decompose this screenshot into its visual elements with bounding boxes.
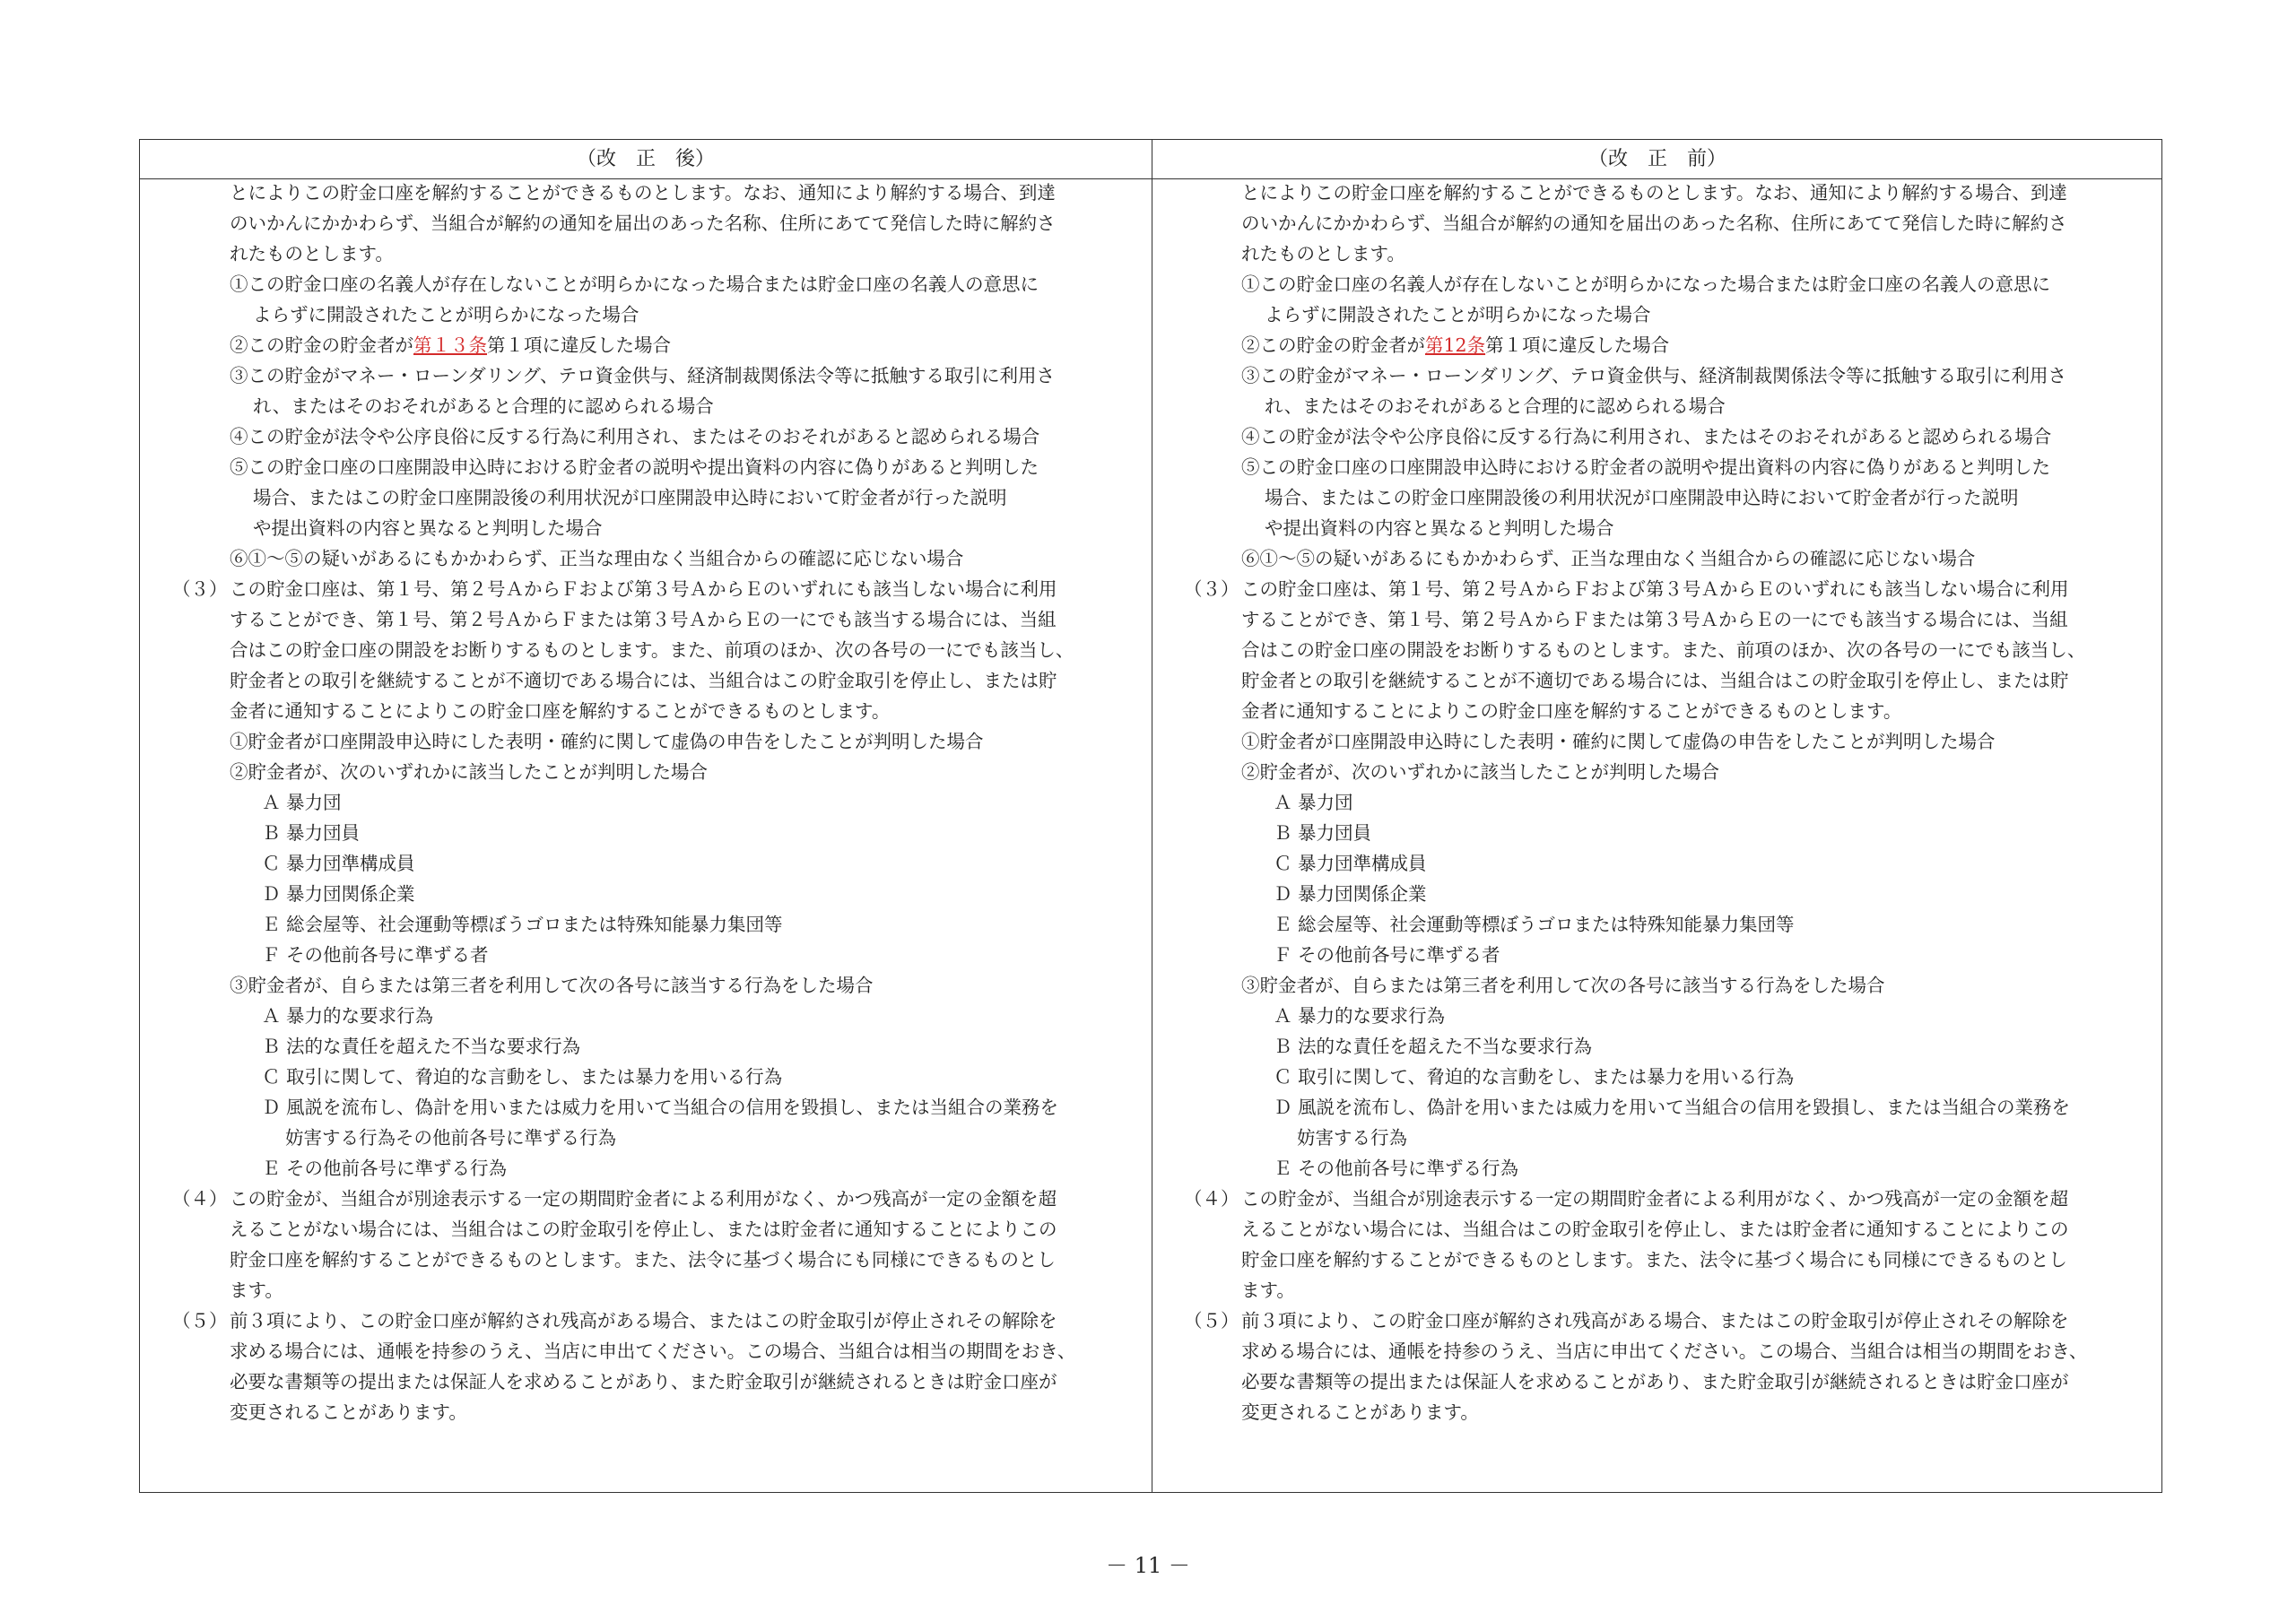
table-header-row [140, 140, 2161, 179]
text-line: よらずに開設されたことが明らかになった場合 [1265, 304, 1651, 325]
paragraph-number: （５） [1184, 1310, 1239, 1331]
text-line: ③この貯金がマネー・ローンダリング、テロ資金供与、経済制裁関係法令等に抵触する取引に利用さ [1241, 365, 2067, 386]
text-segment: ②この貯金の貯金者が [1241, 334, 1425, 356]
text-line: 変更されることがあります。 [230, 1401, 467, 1423]
paragraph-number: （３） [1184, 578, 1239, 600]
text-line: Ｃ 暴力団準構成員 [262, 853, 415, 874]
text-line: Ｅ その他前各号に準ずる行為 [262, 1158, 508, 1179]
text-line: とによりこの貯金口座を解約することができるものとします。なお、通知により解約する場合、到達 [1241, 182, 2067, 204]
text-line: えることがない場合には、当組合はこの貯金取引を停止し、または貯金者に通知することによりこの [1241, 1219, 2069, 1240]
text-line: Ｂ 暴力団員 [262, 822, 361, 844]
text-line: ③この貯金がマネー・ローンダリング、テロ資金供与、経済制裁関係法令等に抵触する取引に利用さ [230, 365, 1056, 386]
text-line: 前３項により、この貯金口座が解約され残高がある場合、またはこの貯金取引が停止されその解除を [230, 1310, 1057, 1331]
text-line: この貯金口座は、第１号、第２号ＡからＦおよび第３号ＡからＥのいずれにも該当しない場合に利用 [1241, 578, 2069, 600]
text-line: 求める場合には、通帳を持参のうえ、当店に申出てください。この場合、当組合は相当の期間をおき、 [230, 1340, 1076, 1362]
text-line: のいかんにかかわらず、当組合が解約の通知を届出のあった名称、住所にあてて発信した時に解約さ [230, 213, 1056, 234]
comparison-table [139, 139, 2162, 1493]
text-line: Ａ 暴力団 [262, 792, 342, 813]
text-line: Ｂ 暴力団員 [1274, 822, 1372, 844]
text-line: 場合、またはこの貯金口座開設後の利用状況が口座開設申込時において貯金者が行った説明 [253, 487, 1007, 508]
text-line: 貯金口座を解約することができるものとします。また、法令に基づく場合にも同様にできるものとし [230, 1249, 1056, 1271]
text-segment: ②この貯金の貯金者が [230, 334, 413, 356]
text-line: ②貯金者が、次のいずれかに該当したことが判明した場合 [1241, 761, 1719, 783]
text-line: 妨害する行為その他前各号に準ずる行為 [285, 1127, 616, 1149]
text-line: Ａ 暴力的な要求行為 [262, 1005, 434, 1027]
text-line: Ａ 暴力団 [1274, 792, 1353, 813]
text-line: この貯金口座は、第１号、第２号ＡからＦおよび第３号ＡからＥのいずれにも該当しない場合に利用 [230, 578, 1057, 600]
text-line: えることがない場合には、当組合はこの貯金取引を停止し、または貯金者に通知することによりこの [230, 1219, 1057, 1240]
text-line: 前３項により、この貯金口座が解約され残高がある場合、またはこの貯金取引が停止されその解除を [1241, 1310, 2069, 1331]
text-line: Ｄ 風説を流布し、偽計を用いまたは威力を用いて当組合の信用を毀損し、または当組合の業務を [1274, 1097, 2071, 1118]
text-line: Ｂ 法的な責任を超えた不当な要求行為 [1274, 1036, 1593, 1057]
text-line: Ｅ 総会屋等、社会運動等標ぼうゴロまたは特殊知能暴力集団等 [262, 914, 783, 935]
text-line: Ｆ その他前各号に準ずる者 [1274, 944, 1500, 966]
text-line: 金者に通知することによりこの貯金口座を解約することができるものとします。 [230, 700, 891, 722]
text-line: ⑤この貯金口座の口座開設申込時における貯金者の説明や提出資料の内容に偽りがあると判明した [1241, 456, 2050, 478]
text-line: ①貯金者が口座開設申込時にした表明・確約に関して虚偽の申告をしたことが判明した場合 [230, 731, 984, 752]
text-line: 金者に通知することによりこの貯金口座を解約することができるものとします。 [1241, 700, 1902, 722]
text-line: や提出資料の内容と異なると判明した場合 [253, 517, 603, 539]
text-line: Ｂ 法的な責任を超えた不当な要求行為 [262, 1036, 581, 1057]
paragraph-number: （４） [172, 1188, 228, 1210]
header-after: （改 正 後） [576, 148, 715, 170]
header-before: （改 正 前） [1587, 148, 1726, 170]
text-line: 貯金者との取引を継続することが不適切である場合には、当組合はこの貯金取引を停止し、または貯 [1241, 670, 2069, 691]
text-line: ④この貯金が法令や公序良俗に反する行為に利用され、またはそのおそれがあると認められる場合 [1241, 426, 2052, 447]
text-line: 合はこの貯金口座の開設をお断りするものとします。また、前項のほか、次の各号の一にでも該当し、 [230, 639, 1074, 661]
text-line: れたものとします。 [230, 243, 394, 265]
text-line: 貯金者との取引を継続することが不適切である場合には、当組合はこの貯金取引を停止し、または貯 [230, 670, 1057, 691]
text-line: ⑥①～⑤の疑いがあるにもかかわらず、正当な理由なく当組合からの確認に応じない場合 [1241, 548, 1976, 569]
text-line: ②貯金者が、次のいずれかに該当したことが判明した場合 [230, 761, 708, 783]
text-line: Ｃ 取引に関して、脅迫的な言動をし、または暴力を用いる行為 [1274, 1066, 1795, 1088]
text-line: のいかんにかかわらず、当組合が解約の通知を届出のあった名称、住所にあてて発信した時に解約さ [1241, 213, 2067, 234]
text-line: とによりこの貯金口座を解約することができるものとします。なお、通知により解約する場合、到達 [230, 182, 1056, 204]
text-line: ①貯金者が口座開設申込時にした表明・確約に関して虚偽の申告をしたことが判明した場合 [1241, 731, 1996, 752]
page-number: － 11 － [1106, 1553, 1190, 1578]
text-line: や提出資料の内容と異なると判明した場合 [1265, 517, 1614, 539]
text-line: ①この貯金口座の名義人が存在しないことが明らかになった場合または貯金口座の名義人の意思に [1241, 273, 2050, 295]
text-line: れ、またはそのおそれがあると合理的に認められる場合 [1265, 395, 1726, 417]
text-line: ③貯金者が、自らまたは第三者を利用して次の各号に該当する行為をした場合 [230, 975, 874, 996]
text-line: れたものとします。 [1241, 243, 1405, 265]
text-line: ④この貯金が法令や公序良俗に反する行為に利用され、またはそのおそれがあると認められる場合 [230, 426, 1040, 447]
text-line: ①この貯金口座の名義人が存在しないことが明らかになった場合または貯金口座の名義人の意思に [230, 273, 1039, 295]
text-line: ます。 [1241, 1279, 1295, 1301]
text-line: Ｃ 取引に関して、脅迫的な言動をし、または暴力を用いる行為 [262, 1066, 783, 1088]
text-line: 必要な書類等の提出または保証人を求めることがあり、また貯金取引が継続されるときは貯金口座が [1241, 1371, 2069, 1392]
text-line: 合はこの貯金口座の開設をお断りするものとします。また、前項のほか、次の各号の一にでも該当し、 [1241, 639, 2086, 661]
text-line: 妨害する行為 [1297, 1127, 1407, 1149]
text-line: ⑥①～⑤の疑いがあるにもかかわらず、正当な理由なく当組合からの確認に応じない場合 [230, 548, 964, 569]
text-line: この貯金が、当組合が別途表示する一定の期間貯金者による利用がなく、かつ残高が一定の金額を超 [230, 1188, 1057, 1210]
text-line: Ｄ 風説を流布し、偽計を用いまたは威力を用いて当組合の信用を毀損し、または当組合の業務を [262, 1097, 1059, 1118]
text-line: Ａ 暴力的な要求行為 [1274, 1005, 1446, 1027]
paragraph-number: （５） [172, 1310, 228, 1331]
text-segment: 第１項に違反した場合 [487, 334, 671, 356]
text-line: Ｄ 暴力団関係企業 [262, 883, 415, 905]
text-line: ③貯金者が、自らまたは第三者を利用して次の各号に該当する行為をした場合 [1241, 975, 1885, 996]
text-line: 変更されることがあります。 [1241, 1401, 1479, 1423]
text-line: ます。 [230, 1279, 283, 1301]
text-line: Ｆ その他前各号に準ずる者 [262, 944, 489, 966]
text-line: することができ、第１号、第２号ＡからＦまたは第３号ＡからＥの一にでも該当する場合には、当組 [230, 609, 1057, 630]
text-line: Ｄ 暴力団関係企業 [1274, 883, 1427, 905]
text-line [1241, 334, 1669, 357]
text-line: することができ、第１号、第２号ＡからＦまたは第３号ＡからＥの一にでも該当する場合には、当組 [1241, 609, 2068, 630]
text-line: Ｃ 暴力団準構成員 [1274, 853, 1427, 874]
text-line: Ｅ 総会屋等、社会運動等標ぼうゴロまたは特殊知能暴力集団等 [1274, 914, 1795, 935]
text-line: ⑤この貯金口座の口座開設申込時における貯金者の説明や提出資料の内容に偽りがあると判明した [230, 456, 1039, 478]
changed-article-ref: 第１３条 [413, 334, 487, 356]
text-line: よらずに開設されたことが明らかになった場合 [253, 304, 639, 325]
text-segment: 第１項に違反した場合 [1485, 334, 1670, 356]
text-line: れ、またはそのおそれがあると合理的に認められる場合 [253, 395, 714, 417]
paragraph-number: （３） [172, 578, 228, 600]
text-line: 求める場合には、通帳を持参のうえ、当店に申出てください。この場合、当組合は相当の期間をおき、 [1241, 1340, 2088, 1362]
text-line: この貯金が、当組合が別途表示する一定の期間貯金者による利用がなく、かつ残高が一定の金額を超 [1241, 1188, 2069, 1210]
text-line: 貯金口座を解約することができるものとします。また、法令に基づく場合にも同様にできるものとし [1241, 1249, 2067, 1271]
text-line: 必要な書類等の提出または保証人を求めることがあり、また貯金取引が継続されるときは貯金口座が [230, 1371, 1057, 1392]
text-line [230, 334, 671, 357]
text-line: 場合、またはこの貯金口座開設後の利用状況が口座開設申込時において貯金者が行った説明 [1265, 487, 2019, 508]
changed-article-ref: 第12条 [1425, 334, 1486, 356]
paragraph-number: （４） [1184, 1188, 1239, 1210]
text-line: Ｅ その他前各号に準ずる行為 [1274, 1158, 1519, 1179]
